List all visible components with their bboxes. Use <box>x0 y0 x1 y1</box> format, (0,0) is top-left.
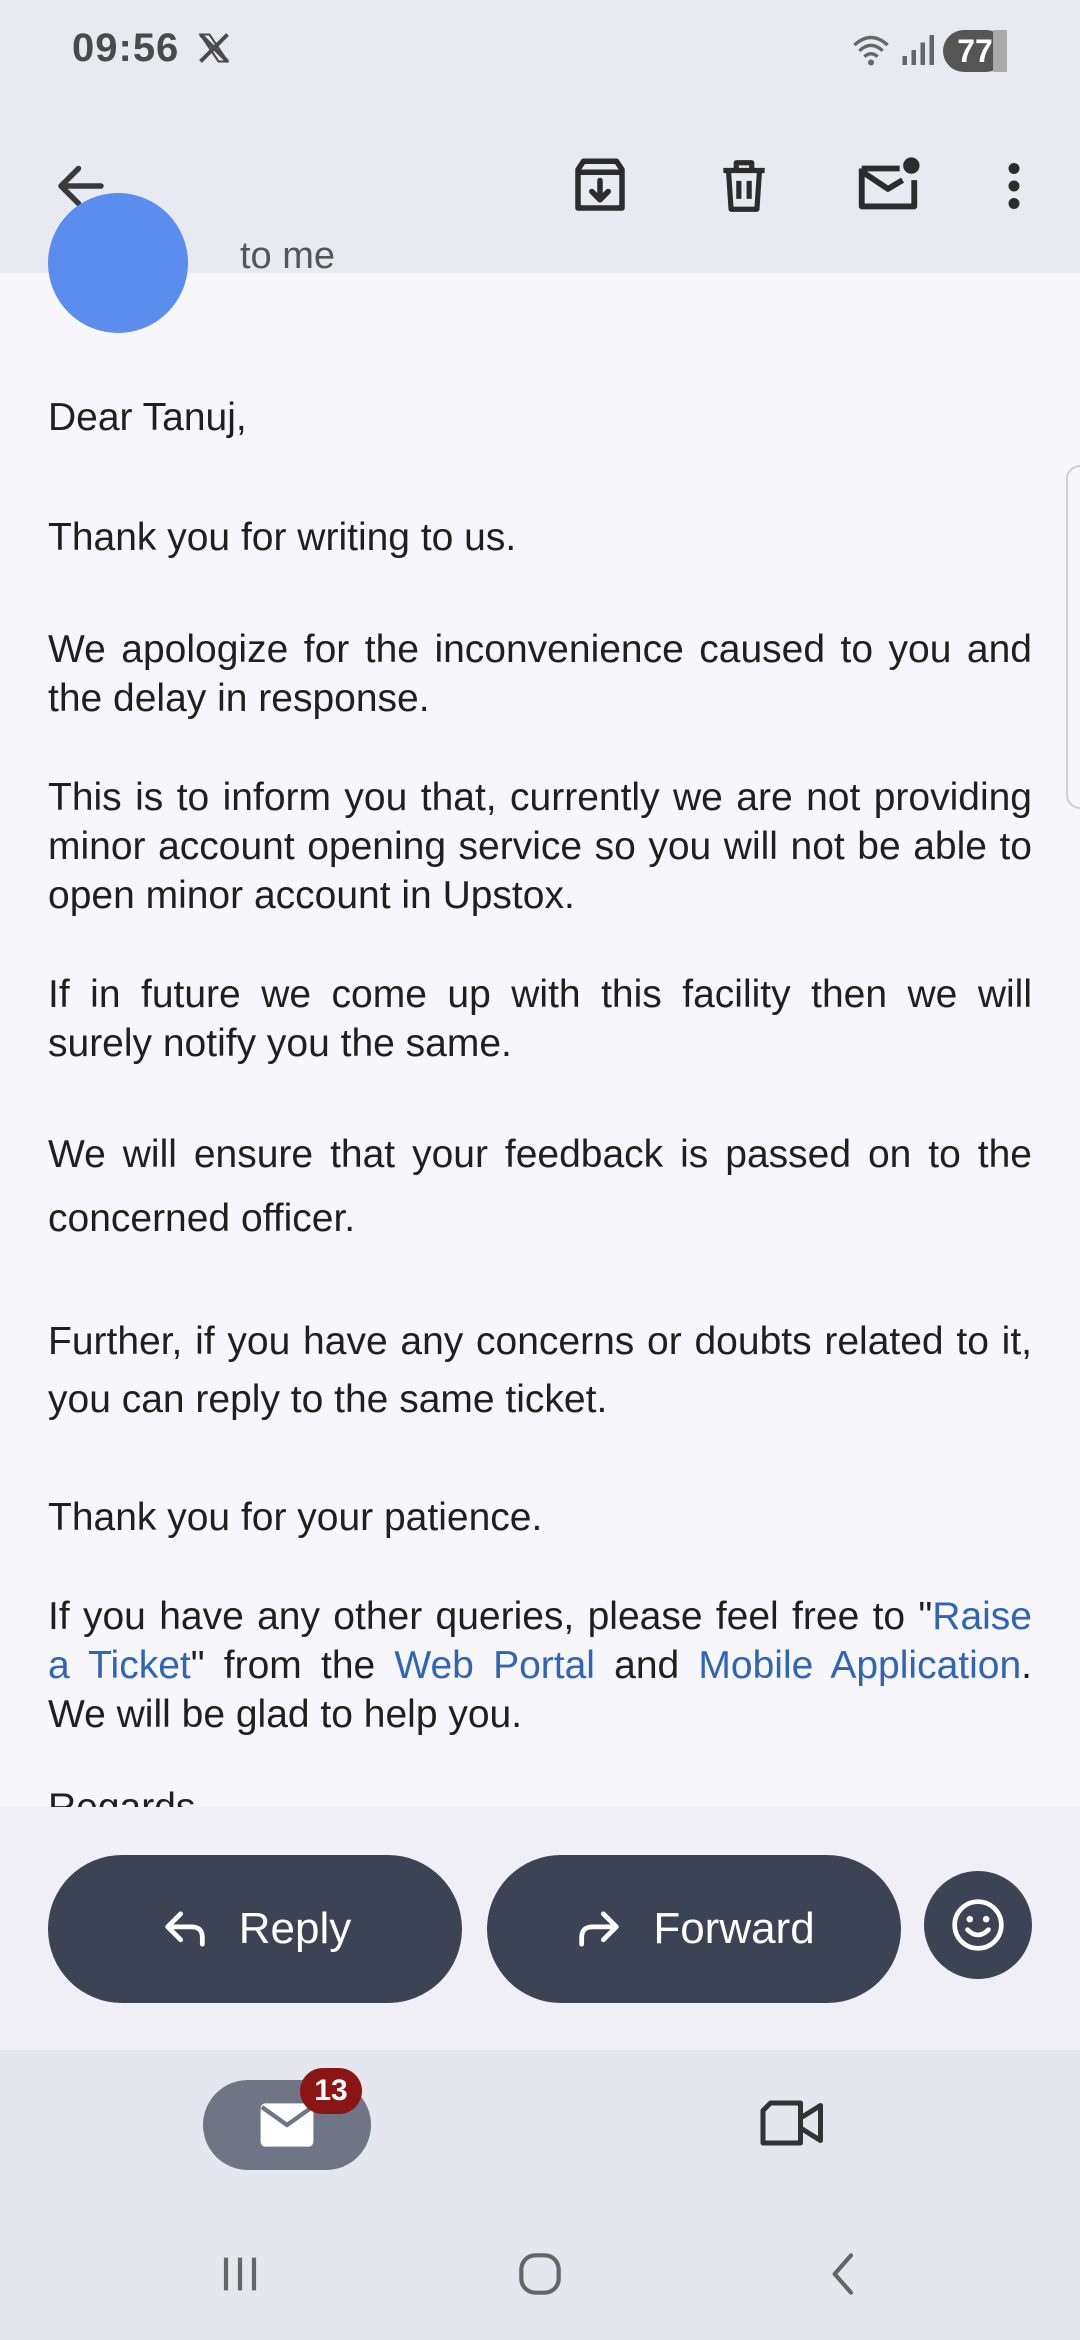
wifi-icon <box>850 30 892 70</box>
status-time: 09:56 <box>72 26 180 70</box>
email-paragraph: If in future we come up with this facility then we will surely notify you the same. <box>48 973 1032 1065</box>
status-bar <box>0 0 1080 105</box>
bottom-navigation <box>0 2050 1080 2220</box>
email-paragraph-links: If you have any other queries, please feel free to "Raise a Ticket" from the Web Portal and Mobile Application. We will be glad to help you. <box>48 1595 1032 1736</box>
email-paragraph: Thank you for your patience. <box>48 1496 543 1539</box>
forward-icon <box>573 1903 625 1955</box>
mark-unread-button[interactable] <box>843 141 933 231</box>
sender-avatar[interactable] <box>48 193 188 333</box>
email-paragraph: Thank you for writing to us. <box>48 516 517 559</box>
battery-indicator <box>943 30 1007 72</box>
forward-button[interactable] <box>487 1855 901 2003</box>
email-paragraph: This is to inform you that, currently we are not providing minor account opening service so you will not be able to open minor account in Upstox. <box>48 776 1032 917</box>
x-app-icon <box>196 30 232 66</box>
more-options-button[interactable] <box>969 141 1059 231</box>
reply-label: Reply <box>238 1904 352 1953</box>
reply-button[interactable] <box>48 1855 462 2003</box>
signal-icon <box>898 32 934 68</box>
more-vert-icon <box>984 156 1044 216</box>
email-body[interactable] <box>0 235 1080 1807</box>
emoji-reaction-button[interactable] <box>924 1871 1032 1979</box>
archive-button[interactable] <box>555 141 645 231</box>
unread-count-badge: 13 <box>300 2068 362 2114</box>
mobile-application-link[interactable]: Mobile Application <box>698 1644 1022 1687</box>
scrollbar-handle[interactable] <box>1066 465 1080 809</box>
delete-icon <box>713 155 775 217</box>
meet-video-icon[interactable] <box>760 2098 826 2148</box>
smiley-icon <box>950 1897 1006 1953</box>
email-paragraph: We apologize for the inconvenience caused to you and the delay in response. <box>48 628 1032 720</box>
reply-icon <box>159 1903 211 1955</box>
reply-actions-bar <box>0 1807 1080 2050</box>
raise-ticket-link[interactable]: Raise a Ticket <box>48 1595 1032 1687</box>
battery-level: 77 <box>957 33 993 69</box>
mark-unread-icon <box>853 151 923 221</box>
recipient-label[interactable]: to me <box>240 235 336 277</box>
delete-button[interactable] <box>699 141 789 231</box>
recent-apps-icon[interactable] <box>212 2246 268 2302</box>
email-paragraph: We will ensure that your feedback is passed on to the concerned officer. <box>48 1133 1032 1240</box>
archive-icon <box>567 153 633 219</box>
system-back-icon[interactable] <box>816 2246 872 2302</box>
home-icon[interactable] <box>512 2246 568 2302</box>
forward-label: Forward <box>653 1904 815 1953</box>
web-portal-link[interactable]: Web Portal <box>394 1644 595 1687</box>
system-navigation-bar <box>0 2220 1080 2340</box>
email-greeting: Dear Tanuj, <box>48 396 247 439</box>
email-paragraph: Further, if you have any concerns or doubts related to it, you can reply to the same ticket. <box>48 1320 1032 1421</box>
